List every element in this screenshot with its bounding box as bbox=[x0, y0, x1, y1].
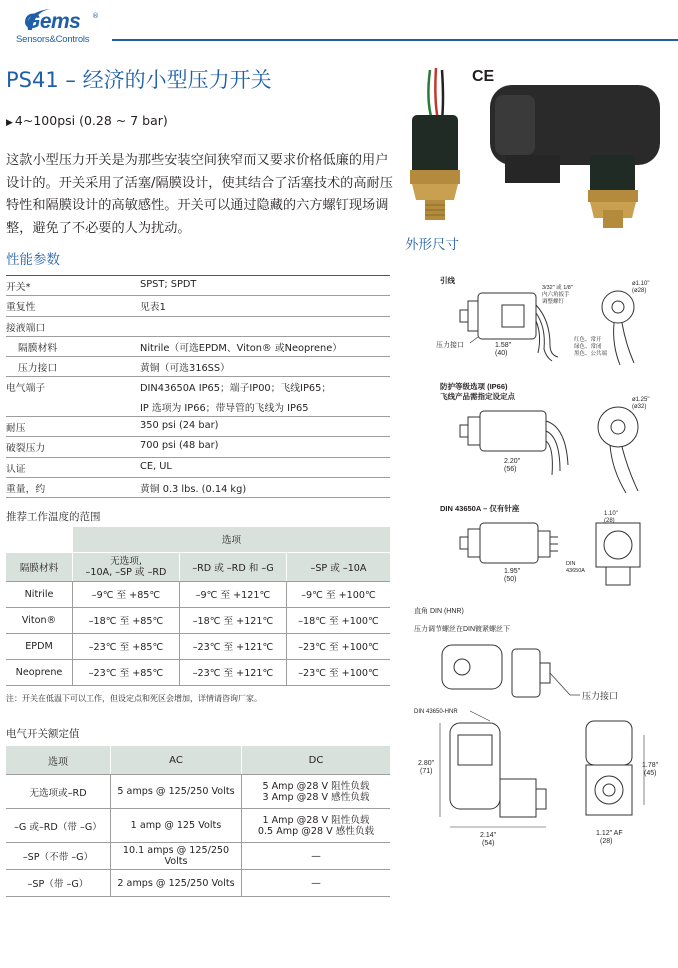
drawing-hnr-dimensions bbox=[414, 709, 659, 847]
product-photo bbox=[400, 60, 678, 230]
spec-row bbox=[6, 337, 390, 357]
dim-214-mm: (54) bbox=[482, 840, 495, 847]
intro-paragraph: 这款小型压力开关是为那些安装空间狭窄而又要求价格低廉的用户设计的。开关采用了活塞/隔膜设计，使其结合了活塞技术的高耐压特性和隔膜设计的高敏感性。开关可以通过隐藏的六方螺钉现场调整，避免了不必要的人为扰动。 bbox=[6, 153, 393, 236]
temp-value: –9℃ 至 +100℃ bbox=[287, 581, 391, 607]
dia-1: ø1.10" bbox=[632, 281, 650, 287]
dim-220-mm: (56) bbox=[504, 466, 517, 473]
hnr-label: DIN 43650-HNR bbox=[414, 709, 458, 715]
temp-value: –18℃ 至 +100℃ bbox=[287, 607, 391, 633]
dim-110: 1.10" bbox=[604, 511, 618, 517]
spec-value: 黄铜（可选316SS） bbox=[140, 363, 230, 375]
dim-220: 2.20" bbox=[504, 458, 521, 465]
perf-section-title: 性能参数 bbox=[6, 252, 60, 268]
drawing-hnr bbox=[414, 606, 618, 701]
spec-row bbox=[6, 296, 390, 316]
spec-row bbox=[6, 276, 390, 296]
spec-value: 700 psi (48 bar) bbox=[140, 440, 219, 452]
ip66-title-2: 飞线产品需指定设定点 bbox=[440, 392, 515, 401]
spec-key: 重量，约 bbox=[6, 483, 46, 495]
hnr-note: 压力调节螺丝在DIN镀紧螺丝下 bbox=[414, 626, 511, 633]
color-black: 黑色、公共端 bbox=[574, 351, 608, 357]
elec-header-option: 选项 bbox=[6, 746, 111, 775]
spec-row bbox=[6, 317, 390, 337]
dim-110-mm: (28) bbox=[604, 518, 615, 524]
spec-key: 破裂压力 bbox=[6, 443, 46, 455]
temp-material: Viton® bbox=[6, 607, 73, 633]
temp-value: –23℃ 至 +100℃ bbox=[287, 659, 391, 685]
spec-value: 350 psi (24 bar) bbox=[140, 420, 219, 432]
spec-row bbox=[6, 357, 390, 377]
spec-key: 电气端子 bbox=[6, 383, 46, 395]
temp-value: –23℃ 至 +85℃ bbox=[73, 659, 180, 685]
drawing-din-43650a bbox=[440, 503, 640, 585]
temp-material: EPDM bbox=[6, 633, 73, 659]
din-label-1: DIN bbox=[566, 561, 576, 567]
pressure-range-text: 4~100psi (0.28 ~ 7 bar) bbox=[14, 113, 168, 128]
spec-row bbox=[6, 478, 390, 498]
temp-options-header: 选项 bbox=[73, 527, 391, 552]
temp-value: –9℃ 至 +121℃ bbox=[180, 581, 287, 607]
elec-section-title: 电气开关额定值 bbox=[6, 728, 80, 740]
elec-dc: 1 Amp @28 V 阻性负载 0.5 Amp @28 V 感性负载 bbox=[242, 809, 391, 843]
switch-din-image bbox=[490, 85, 660, 228]
spec-value: 黄铜 0.3 lbs. (0.14 kg) bbox=[140, 483, 247, 495]
spec-value: CE, UL bbox=[140, 460, 172, 472]
spec-key: 开关* bbox=[6, 282, 31, 293]
port-label-2: 压力接口 bbox=[582, 691, 619, 701]
spec-key: 认证 bbox=[6, 463, 26, 475]
dim-280: 2.80" bbox=[418, 760, 435, 767]
temp-corner-cell bbox=[6, 527, 73, 552]
elec-ac: 1 amp @ 125 Volts bbox=[111, 809, 242, 843]
elec-option: –G 或–RD（带 –G） bbox=[6, 809, 111, 843]
spec-value: 见表1 bbox=[140, 302, 166, 314]
spec-value: IP 选项为 IP66；带导管的飞线为 IP65 bbox=[140, 402, 309, 414]
switch-small-image bbox=[410, 68, 460, 220]
spec-key: 重复性 bbox=[6, 302, 36, 314]
spec-key: 接液端口 bbox=[6, 322, 46, 334]
elec-dc: 5 Amp @28 V 阻性负载 3 Amp @28 V 感性负载 bbox=[242, 775, 391, 809]
hnr-title: 直角 DIN (HNR) bbox=[414, 608, 464, 615]
elec-dc: — bbox=[242, 870, 391, 897]
hex-note-1: 3/32" 或 1/8" bbox=[542, 285, 573, 291]
temp-col-header: 隔膜材料 bbox=[6, 552, 73, 581]
color-green: 绿色、常闭 bbox=[574, 344, 602, 350]
ip66-title-1: 防护等级选项 (IP66) bbox=[440, 382, 508, 391]
temp-value: –23℃ 至 +121℃ bbox=[180, 659, 287, 685]
elec-ac: 5 amps @ 125/250 Volts bbox=[111, 775, 242, 809]
spec-value: SPST; SPDT bbox=[140, 279, 197, 290]
port-label: 压力接口 bbox=[436, 342, 464, 349]
spec-key: 隔膜材料 bbox=[18, 342, 58, 354]
temp-option-header: –SP 或 –10A bbox=[287, 552, 391, 581]
elec-option: –SP（带 –G） bbox=[6, 870, 111, 897]
temp-value: –23℃ 至 +121℃ bbox=[180, 633, 287, 659]
lead-label: 引线 bbox=[440, 276, 455, 285]
elec-table bbox=[6, 746, 390, 897]
temp-table bbox=[6, 527, 390, 686]
dim-178: 1.78" bbox=[642, 762, 659, 769]
dim-112-mm: (28) bbox=[600, 838, 613, 845]
spec-key: 压力接口 bbox=[18, 363, 58, 375]
elec-header-ac: AC bbox=[111, 746, 242, 775]
elec-ac: 10.1 amps @ 125/250 Volts bbox=[111, 843, 242, 870]
pressure-range bbox=[6, 113, 168, 128]
drawing-lead-wires bbox=[436, 275, 649, 365]
spec-row bbox=[6, 397, 390, 417]
dimension-drawings bbox=[400, 265, 678, 865]
temp-value: –18℃ 至 +85℃ bbox=[73, 607, 180, 633]
temp-value: –23℃ 至 +85℃ bbox=[73, 633, 180, 659]
temp-note: 注：开关在低温下可以工作，但设定点和死区会增加，详情请咨询厂家。 bbox=[6, 694, 262, 703]
logo-brand: Gems bbox=[24, 10, 81, 33]
dim-214: 2.14" bbox=[480, 832, 497, 839]
hex-note-3: 调整螺钉 bbox=[542, 299, 565, 305]
drawing-ip66 bbox=[440, 381, 649, 493]
temp-value: –18℃ 至 +121℃ bbox=[180, 607, 287, 633]
temp-section-title: 推荐工作温度的范围 bbox=[6, 511, 101, 523]
logo-trademark: ® bbox=[92, 12, 99, 20]
color-red: 红色、常开 bbox=[574, 337, 602, 343]
dia-2: ø1.25" bbox=[632, 397, 650, 403]
spec-row bbox=[6, 458, 390, 478]
temp-value: –23℃ 至 +100℃ bbox=[287, 633, 391, 659]
elec-header-dc: DC bbox=[242, 746, 391, 775]
dim-195: 1.95" bbox=[504, 568, 521, 575]
bullet-triangle-icon: ▶ bbox=[6, 118, 13, 128]
elec-ac: 2 amps @ 125/250 Volts bbox=[111, 870, 242, 897]
dim-280-mm: (71) bbox=[420, 768, 433, 775]
dia-2-mm: (ø32) bbox=[632, 404, 647, 410]
spec-row bbox=[6, 417, 390, 437]
page-title: PS41 – 经济的小型压力开关 bbox=[6, 68, 272, 92]
logo-subtitle: Sensors&Controls bbox=[16, 34, 90, 45]
dim-195-mm: (50) bbox=[504, 576, 517, 583]
spec-table bbox=[6, 275, 390, 498]
temp-material: Neoprene bbox=[6, 659, 73, 685]
temp-material: Nitrile bbox=[6, 581, 73, 607]
spec-row bbox=[6, 377, 390, 396]
din-title: DIN 43650A – 仅有针座 bbox=[440, 504, 520, 513]
dim-158: 1.58" bbox=[495, 342, 512, 349]
dim-178-mm: (45) bbox=[644, 770, 657, 777]
ce-mark: CE bbox=[472, 68, 495, 85]
din-label-2: 43650A bbox=[566, 568, 585, 574]
spec-value: DIN43650A IP65；端子IP00；飞线IP65； bbox=[140, 383, 332, 395]
dim-158-mm: (40) bbox=[495, 350, 508, 357]
spec-key: 耐压 bbox=[6, 423, 26, 435]
elec-option: 无选项或–RD bbox=[6, 775, 111, 809]
dim-112: 1.12" AF bbox=[596, 830, 623, 837]
temp-option-header: –RD 或 –RD 和 –G bbox=[180, 552, 287, 581]
gems-logo bbox=[10, 6, 120, 48]
elec-dc: — bbox=[242, 843, 391, 870]
elec-option: –SP（不带 –G） bbox=[6, 843, 111, 870]
spec-value: Nitrile（可选EPDM、Viton® 或Neoprene） bbox=[140, 342, 343, 354]
dimensions-title: 外形尺寸 bbox=[405, 237, 459, 253]
dia-1-mm: (ø28) bbox=[632, 288, 647, 294]
temp-value: –9℃ 至 +85℃ bbox=[73, 581, 180, 607]
hex-note-2: 内六角扳手 bbox=[542, 292, 570, 298]
temp-option-header: 无选项, –10A, –SP 或 –RD bbox=[73, 552, 180, 581]
header-rule bbox=[112, 39, 678, 41]
spec-row bbox=[6, 437, 390, 457]
